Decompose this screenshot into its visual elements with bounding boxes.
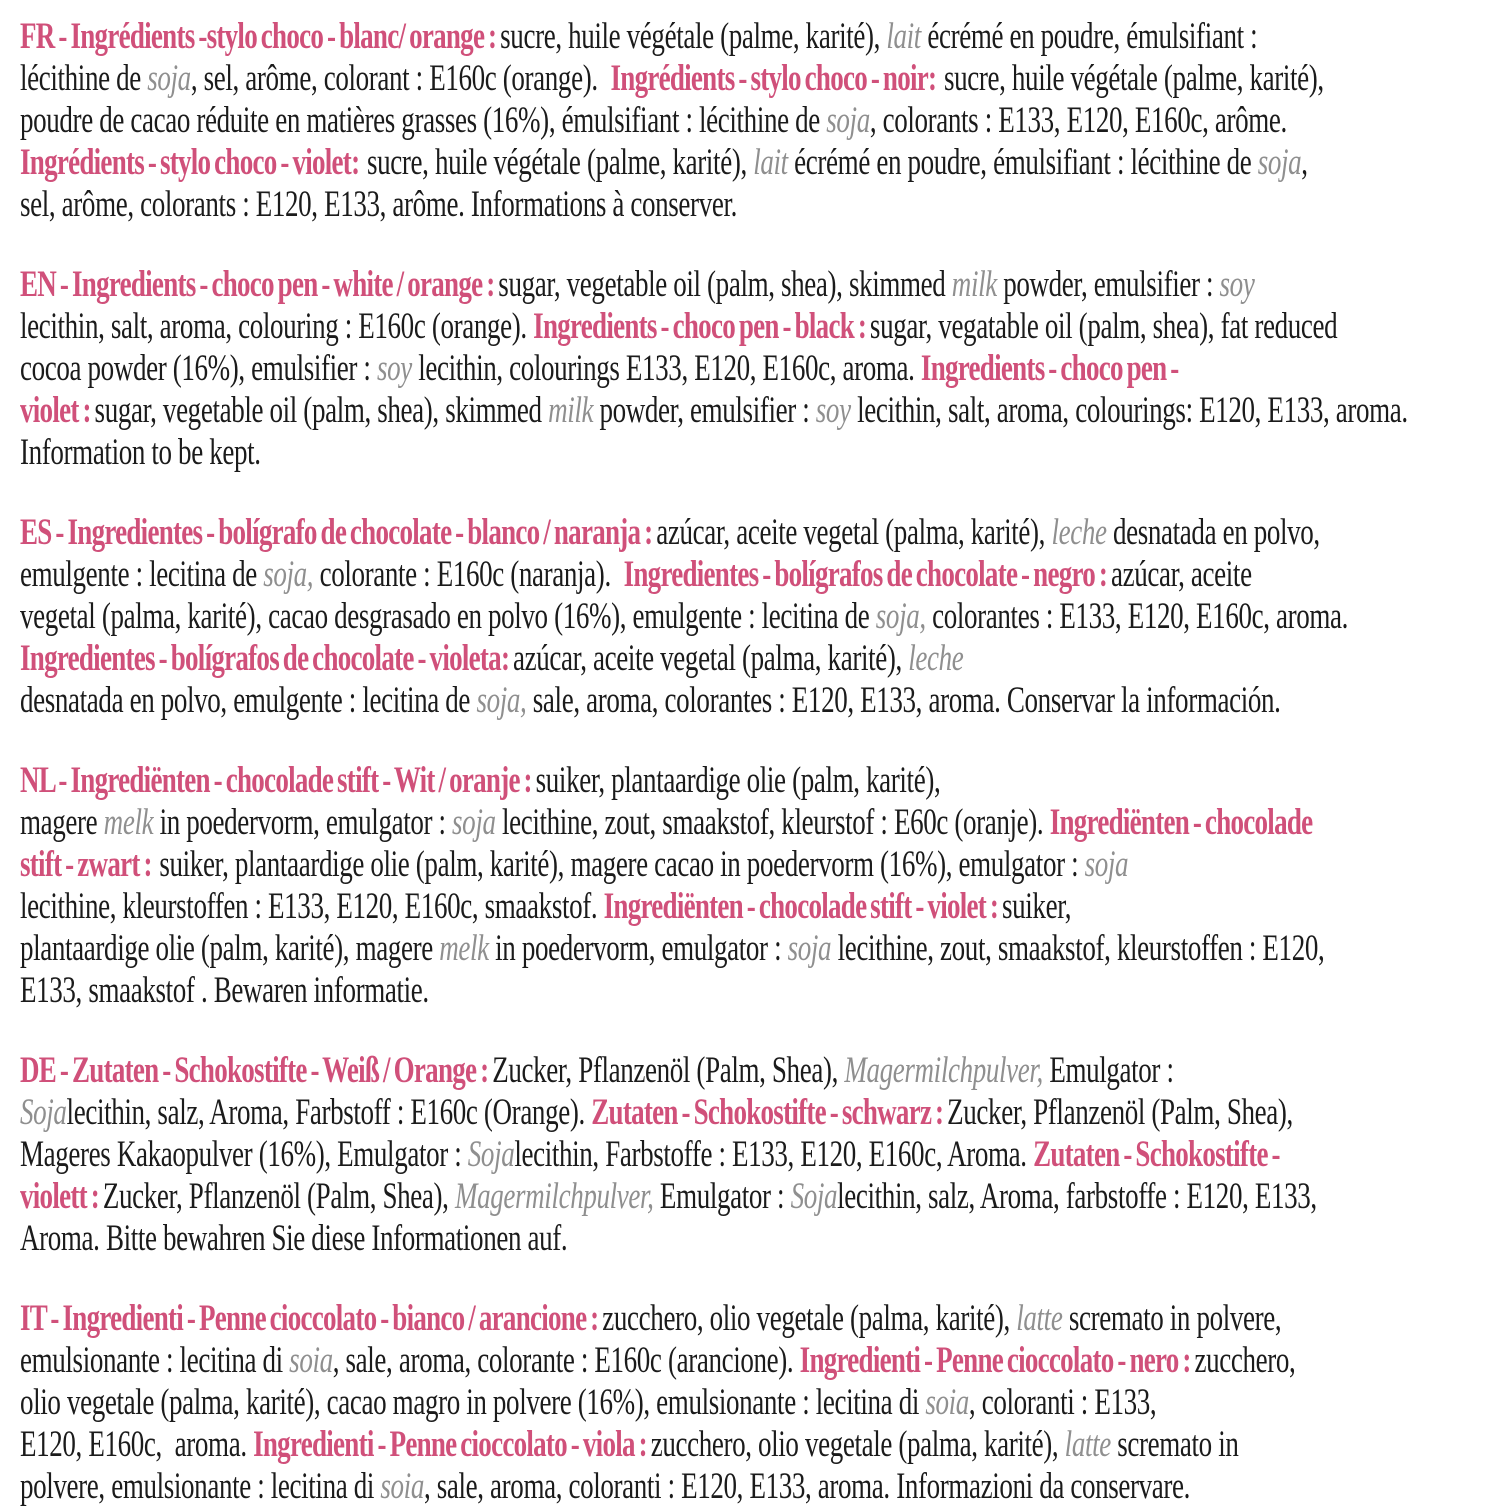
ingredient-text: suiker, [1002,886,1072,927]
text-line [20,760,1086,802]
text-line [20,554,1252,596]
allergen-word: soja [452,802,496,843]
allergen-word: soja [1257,142,1302,183]
text-line [20,184,1086,226]
ingredient-text: sale, aroma, colorantes : E120, E133, aroma. Conservar la información. [526,680,1281,721]
allergen-word: soia [380,1466,424,1507]
ingredient-text: , sel, arôme, colorant : E160c (orange). [190,58,611,99]
ingredient-text: , [1301,142,1308,183]
ingredient-text: Emulgator : [1042,1050,1174,1091]
ingredient-text: olio vegetale (palma, karité), cacao magro in polvere (16%), emulsionante : lecitina di [20,1382,926,1423]
ingredient-text: zucchero, [1194,1340,1296,1381]
ingredient-heading: NL - Ingrediënten - chocolade stift - Wit / oranje : [20,760,536,801]
ingredients-paragraph-es [20,512,1480,722]
ingredient-text: magere [20,802,104,843]
ingredient-text: E120, E160c, aroma. [20,1424,254,1465]
ingredient-heading: Ingredienti - Penne cioccolato - viola : [253,1424,651,1465]
text-line [20,1092,1293,1134]
text-line [20,970,1086,1012]
ingredient-heading: violet : [20,390,95,431]
ingredients-paragraph-fr [20,16,1480,226]
ingredient-heading: ES - Ingredientes - bolígrafo de chocolate - blanco / naranja : [20,512,657,553]
text-line [20,512,1320,554]
allergen-word: soja [147,58,191,99]
ingredient-heading: Zutaten - Schokostifte - [1033,1134,1280,1175]
ingredient-text: sucre, huile végétale (palme, karité), [500,16,887,57]
text-line [20,1218,1086,1260]
ingredient-text: lecithin, salz, Aroma, Farbstoff : E160c (Orange). [66,1092,592,1133]
allergen-word: latte [1064,1424,1111,1465]
ingredient-text: , sale, aroma, colorante : E160c (arancione). [332,1340,800,1381]
ingredient-text: emulgente : lecitina de [20,554,264,595]
text-line [20,1424,1239,1466]
ingredient-text: emulsionante : lecitina di [20,1340,290,1381]
allergen-word: soy [1219,264,1255,305]
allergen-word: soy [815,390,851,431]
allergen-word: leche [1051,512,1107,553]
allergen-word: soja [826,100,870,141]
ingredient-heading: DE - Zutaten - Schokostifte - Weiß / Orange : [20,1050,493,1091]
ingredient-text: sel, arôme, colorants : E120, E133, arôme. Informations à conserver. [20,184,737,225]
ingredient-text: desnatada en polvo, [1106,512,1320,553]
ingredient-text: sugar, vegetable oil (palm, shea), skimmed [94,390,549,431]
ingredient-text: lecithine, kleurstoffen : E133, E120, E160c, smaakstof. [20,886,604,927]
ingredient-text: colorantes : E133, E120, E160c, aroma. [925,596,1349,637]
text-line [20,1176,1317,1218]
text-line [20,16,1258,58]
text-line [20,844,1129,886]
allergen-word: Soja [467,1134,515,1175]
text-line [20,596,1349,638]
ingredient-text: poudre de cacao réduite en matières grasses (16%), émulsifiant : lécithine de [20,100,827,141]
text-line [20,100,1287,142]
ingredient-text: scremato in [1110,1424,1239,1465]
ingredient-text: lécithine de [20,58,148,99]
allergen-word: soja, [263,554,314,595]
ingredient-text: desnatada en polvo, emulgente : lecitina de [20,680,477,721]
ingredient-text: écrémé en poudre, émulsifiant : lécithine de [787,142,1258,183]
ingredient-text: , colorants : E133, E120, E160c, arôme. [869,100,1287,141]
allergen-word: soja, [875,596,926,637]
allergen-word: Soja [790,1176,838,1217]
ingredient-text: lecithine, zout, smaakstof, kleurstoffen : E120, [831,928,1325,969]
ingredient-text: cocoa powder (16%), emulsifier : [20,348,377,389]
ingredient-text: powder, emulsifier : [593,390,816,431]
ingredient-heading: Ingrédients - stylo choco - violet: [20,142,368,183]
ingredient-text: sucre, huile végétale (palme, karité), [367,142,754,183]
text-line [20,348,1179,390]
allergen-word: soia [289,1340,333,1381]
ingredient-text: scremato in polvere, [1062,1298,1282,1339]
allergen-word: melk [103,802,154,843]
ingredient-heading: violett : [20,1176,103,1217]
allergen-word: soy [376,348,412,389]
text-line [20,142,1308,184]
allergen-word: melk [439,928,489,969]
text-line [20,58,1324,100]
ingredient-text: Aroma. Bitte bewahren Sie diese Informationen auf. [20,1218,568,1259]
ingredient-text: Mageres Kakaopulver (16%), Emulgator : [20,1134,468,1175]
ingredient-heading: Ingredienti - Penne cioccolato - nero : [799,1340,1195,1381]
ingredient-heading: IT - Ingredienti - Penne cioccolato - bianco / arancione : [20,1298,603,1339]
ingredient-text: powder, emulsifier : [996,264,1220,305]
ingredient-heading: Ingrediënten - chocolade stift - violet : [603,886,1003,927]
ingredient-text: azúcar, aceite vegetal (palma, karité), [656,512,1052,553]
text-line [20,1050,1174,1092]
text-line [20,802,1313,844]
ingredient-text: Zucker, Pflanzenöl (Palm, Shea), [947,1092,1293,1133]
ingredient-heading: Ingredientes - bolígrafos de chocolate - negro : [623,554,1111,595]
ingredient-text: sucre, huile végétale (palme, karité), [943,58,1324,99]
text-line [20,432,1086,474]
text-line [20,1134,1280,1176]
ingredient-heading: FR - Ingrédients -stylo choco - blanc/ orange : [20,16,501,57]
text-line [20,390,1408,432]
ingredient-text: in poedervorm, emulgator : [153,802,453,843]
allergen-word: lait [753,142,788,183]
allergen-word: lait [886,16,921,57]
text-line [20,1298,1282,1340]
ingredient-heading: Ingrediënten - chocolade [1049,802,1313,843]
allergen-word: latte [1016,1298,1063,1339]
ingredient-text: , sale, aroma, coloranti : E120, E133, aroma. Informazioni da conservare. [423,1466,1191,1507]
ingredient-text: écrémé en poudre, émulsifiant : [920,16,1258,57]
allergen-word: milk [548,390,594,431]
ingredient-text: suiker, plantaardige olie (palm, karité), magere cacao in poedervorm (16%), emulgator : [159,844,1085,885]
ingredient-text: plantaardige olie (palm, karité), magere [20,928,440,969]
text-line [20,886,1086,928]
allergen-word: Magermilchpulver, [844,1050,1043,1091]
ingredient-text: Zucker, Pflanzenöl (Palm, Shea), [102,1176,455,1217]
ingredients-paragraph-en [20,264,1480,474]
ingredient-text: Zucker, Pflanzenöl (Palm, Shea), [492,1050,845,1091]
text-line [20,638,1086,680]
ingredients-paragraph-it [20,1298,1480,1508]
ingredient-text: in poedervorm, emulgator : [488,928,788,969]
ingredient-text: sugar, vegetable oil (palm, shea), skimmed [498,264,952,305]
text-line [20,264,1255,306]
allergen-word: Magermilchpulver, [454,1176,654,1217]
ingredient-text: Emulgator : [653,1176,791,1217]
ingredient-text: suiker, plantaardige olie (palm, karité), [535,760,941,801]
ingredient-text: lecithin, colourings E133, E120, E160c, aroma. [411,348,921,389]
text-line [20,1340,1296,1382]
allergen-word: soja, [476,680,527,721]
allergen-word: soja [787,928,832,969]
ingredient-text: E133, smaakstof . Bewaren informatie. [20,970,429,1011]
ingredient-text: sugar, vegatable oil (palm, shea), fat reduced [869,306,1338,347]
ingredient-text: lecithin, salt, aroma, colouring : E160c (orange). [20,306,534,347]
text-line [20,928,1325,970]
ingredient-heading: Zutaten - Schokostifte - schwarz : [591,1092,948,1133]
allergen-word: leche [908,638,964,679]
ingredient-heading: Ingredients - choco pen - [920,348,1179,389]
ingredient-text: , coloranti : E133, [968,1382,1157,1423]
ingredient-heading: stift - zwart : [20,844,160,885]
allergen-word: milk [951,264,997,305]
ingredient-text: lecithin, salt, aroma, colourings: E120, E133, aroma. [850,390,1408,431]
ingredient-text: lecithine, zout, smaakstof, kleurstof : E60c (oranje). [495,802,1050,843]
ingredient-text: azúcar, aceite vegetal (palma, karité), [513,638,909,679]
text-line [20,1382,1157,1424]
allergen-word: Soja [20,1092,67,1133]
ingredient-heading: Ingredientes - bolígrafos de chocolate - violeta: [20,638,514,679]
allergen-word: soia [925,1382,969,1423]
ingredient-text: lecithin, Farbstoffe : E133, E120, E160c, Aroma. [514,1134,1034,1175]
ingredient-text: Information to be kept. [20,432,261,473]
allergen-word: soja [1084,844,1129,885]
ingredient-heading: Ingrédients - stylo choco - noir: [610,58,944,99]
ingredient-text: azúcar, aceite [1110,554,1252,595]
text-line [20,1466,1191,1508]
ingredients-paragraph-nl [20,760,1480,1012]
ingredient-text: colorante : E160c (naranja). [313,554,624,595]
ingredient-text: vegetal (palma, karité), cacao desgrasado en polvo (16%), emulgente : lecitina de [20,596,876,637]
ingredients-paragraph-de [20,1050,1480,1260]
ingredient-text: zucchero, olio vegetale (palma, karité), [650,1424,1065,1465]
text-line [20,306,1338,348]
ingredient-text: lecithin, salz, Aroma, farbstoffe : E120, E133, [837,1176,1317,1217]
ingredient-text: zucchero, olio vegetale (palma, karité), [602,1298,1017,1339]
text-line [20,680,1281,722]
ingredient-heading: Ingredients - choco pen - black : [533,306,870,347]
ingredient-text: polvere, emulsionante : lecitina di [20,1466,381,1507]
ingredient-heading: EN - Ingredients - choco pen - white / orange : [20,264,499,305]
